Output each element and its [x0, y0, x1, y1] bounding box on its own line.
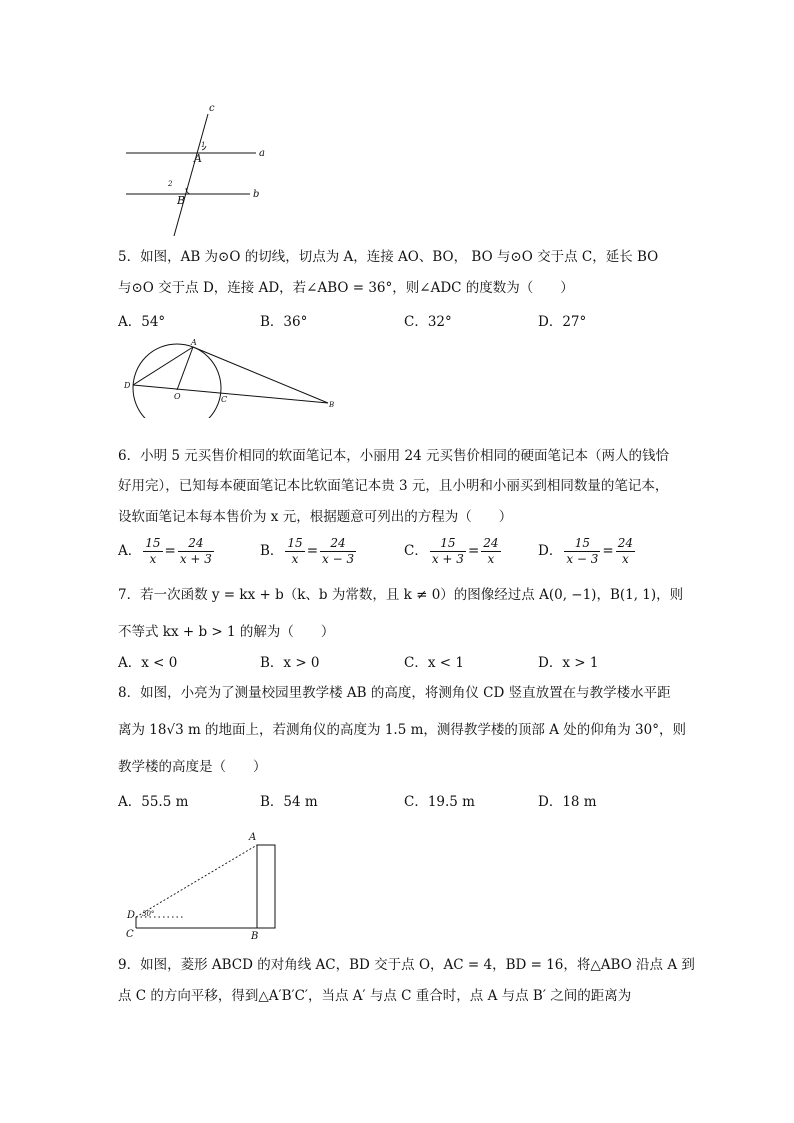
left-fraction: $\frac{15}{x + 3}$	[431, 536, 464, 566]
label-2: 2	[168, 180, 173, 188]
q5-option-b: B．36°	[260, 314, 308, 330]
q5-line2: 与⊙O 交于点 D，连接 AD，若∠ABO = 36°，则∠ADC 的度数为（ ）	[118, 280, 574, 296]
q5-option-c: C．32°	[404, 314, 452, 330]
q5-option-d: D．27°	[538, 314, 587, 330]
equals-sign: =	[602, 543, 614, 559]
right-fraction: $\frac{24}{x}$	[617, 536, 634, 566]
circle-o	[133, 344, 221, 418]
q8-line3: 教学楼的高度是（ ）	[118, 759, 267, 775]
right-fraction: $\frac{24}{x - 3}$	[322, 536, 355, 566]
label-D: D	[124, 381, 131, 390]
label-C: C	[221, 395, 228, 404]
angle-label: 30°	[142, 910, 155, 918]
equals-sign: =	[164, 543, 176, 559]
q7-line2: 不等式 kx + b > 1 的解为（ ）	[118, 624, 335, 640]
line-c	[174, 114, 208, 236]
segment-ab	[193, 347, 328, 403]
label-C: C	[126, 929, 134, 940]
left-fraction: $\frac{15}{x}$	[287, 536, 303, 566]
q8-line1: 8．如图，小亮为了测量校园里教学楼 AB 的高度，将测角仪 CD 竖直放置在与教学楼水平距	[118, 685, 671, 701]
q8-option-d: D．18 m	[538, 794, 597, 810]
option-letter: C．	[404, 543, 428, 559]
q8-option-a: A．55.5 m	[118, 794, 189, 810]
q6-option-d	[538, 536, 637, 567]
label-O: O	[174, 392, 181, 401]
label-A: A	[194, 152, 202, 165]
label-A: A	[249, 832, 257, 843]
label-B: B	[251, 931, 259, 942]
q8-option-c: C．19.5 m	[404, 794, 475, 810]
q8-option-b: B．54 m	[260, 794, 318, 810]
q8-line2: 离为 18√3 m 的地面上，若测角仪的高度为 1.5 m，测得教学楼的顶部 A 处的仰角为 30°，则	[118, 722, 686, 738]
q6-option-a	[118, 536, 216, 567]
label-D: D	[127, 910, 136, 921]
circle-tangent-figure	[118, 338, 343, 418]
building-ab	[257, 845, 275, 928]
right-fraction: $\frac{24}{x}$	[483, 536, 499, 566]
q5-option-a: A．54°	[118, 314, 166, 330]
option-letter: A．	[118, 543, 142, 559]
label-B: B	[329, 401, 335, 409]
sight-line	[136, 845, 257, 917]
option-letter: B．	[260, 543, 284, 559]
label-1: 1	[201, 141, 206, 149]
q6-line2: 好用完），已知每本硬面笔记本比软面笔记本贵 3 元，且小明和小丽买到相同数量的笔记本，	[118, 478, 669, 494]
left-fraction: $\frac{15}{x}$	[145, 536, 161, 566]
parallel-lines-figure	[118, 100, 278, 240]
label-b: b	[253, 189, 260, 200]
right-fraction: $\frac{24}{x + 3}$	[179, 536, 212, 566]
equals-sign: =	[306, 543, 319, 559]
segment-ao	[177, 347, 193, 390]
label-A: A	[191, 338, 197, 347]
label-B: B	[177, 194, 186, 207]
q9-line2: 点 C 的方向平移，得到△A′B′C′，当点 A′ 与点 C 重合时，点 A 与点 B′ 之间的距离为	[118, 988, 632, 1004]
q7-option-d: D．x > 1	[538, 655, 599, 671]
q6-line3: 设软面笔记本每本售价为 x 元，根据题意可列出的方程为（ ）	[118, 509, 513, 525]
q7-option-b: B．x > 0	[260, 655, 320, 671]
label-a: a	[259, 148, 265, 159]
q9-line1: 9．如图，菱形 ABCD 的对角线 AC，BD 交于点 O，AC = 4，BD = 16，将△ABO 沿点 A 到	[118, 957, 695, 973]
label-c: c	[209, 103, 215, 114]
q6-option-b	[260, 536, 358, 567]
left-fraction: $\frac{15}{x - 3}$	[566, 536, 599, 566]
q7-line1: 7．若一次函数 y = kx + b（k、b 为常数，且 k ≠ 0）的图像经过点 A(0, −1)，B(1, 1)，则	[118, 587, 684, 603]
q6-option-c	[404, 536, 503, 567]
segment-ad	[133, 347, 193, 385]
equals-sign: =	[467, 543, 480, 559]
elevation-angle-figure	[118, 826, 293, 944]
q7-option-c: C．x < 1	[404, 655, 464, 671]
segment-db	[133, 385, 328, 403]
angle-2-arc	[186, 188, 190, 194]
q5-line1: 5．如图，AB 为⊙O 的切线，切点为 A，连接 AO、BO， BO 与⊙O 交于点 C，延长 BO	[118, 249, 659, 265]
q6-line1: 6．小明 5 元买售价相同的软面笔记本，小丽用 24 元买售价相同的硬面笔记本（两人的钱恰	[118, 448, 670, 464]
option-letter: D．	[538, 543, 563, 559]
q7-option-a: A．x < 0	[118, 655, 178, 671]
